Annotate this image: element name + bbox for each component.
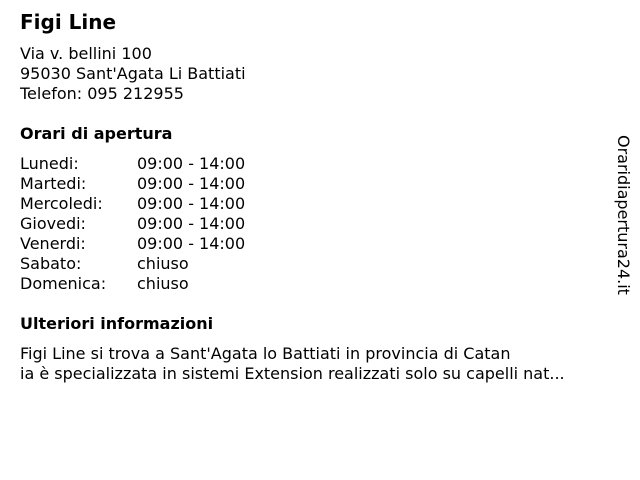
hours-time: 09:00 - 14:00 bbox=[137, 234, 246, 253]
info-line: Figi Line si trova a Sant'Agata lo Battiati in provincia di Catan bbox=[20, 344, 511, 363]
business-name: Figi Line bbox=[20, 10, 117, 34]
phone-number[interactable]: Telefon: 095 212955 bbox=[20, 84, 184, 103]
hours-day: Giovedi: bbox=[20, 214, 86, 233]
hours-row bbox=[20, 154, 245, 174]
hours-day: Sabato: bbox=[20, 254, 82, 273]
hours-day: Mercoledi: bbox=[20, 194, 103, 213]
hours-row bbox=[20, 234, 245, 254]
hours-day: Lunedi: bbox=[20, 154, 79, 173]
opening-hours-table bbox=[20, 154, 245, 294]
hours-time: 09:00 - 14:00 bbox=[137, 154, 246, 173]
further-info-heading: Ulteriori informazioni bbox=[20, 314, 214, 333]
hours-time: chiuso bbox=[137, 274, 189, 293]
hours-row bbox=[20, 214, 245, 234]
info-line: ia è specializzata in sistemi Extension realizzati solo su capelli nat... bbox=[20, 364, 565, 383]
address-street: Via v. bellini 100 bbox=[20, 44, 152, 63]
hours-row bbox=[20, 274, 245, 294]
opening-hours-heading: Orari di apertura bbox=[20, 124, 173, 143]
hours-time: 09:00 - 14:00 bbox=[137, 194, 246, 213]
site-watermark-label: Oraridiapertura24.it bbox=[614, 135, 633, 295]
hours-time: 09:00 - 14:00 bbox=[137, 174, 246, 193]
address-city: 95030 Sant'Agata Li Battiati bbox=[20, 64, 246, 83]
hours-time: 09:00 - 14:00 bbox=[137, 214, 246, 233]
hours-day: Martedi: bbox=[20, 174, 87, 193]
hours-day: Venerdi: bbox=[20, 234, 86, 253]
hours-time: chiuso bbox=[137, 254, 189, 273]
business-address bbox=[20, 44, 246, 104]
hours-day: Domenica: bbox=[20, 274, 107, 293]
hours-row bbox=[20, 194, 245, 214]
hours-row bbox=[20, 174, 245, 194]
hours-row bbox=[20, 254, 245, 274]
further-info-text bbox=[20, 344, 620, 384]
